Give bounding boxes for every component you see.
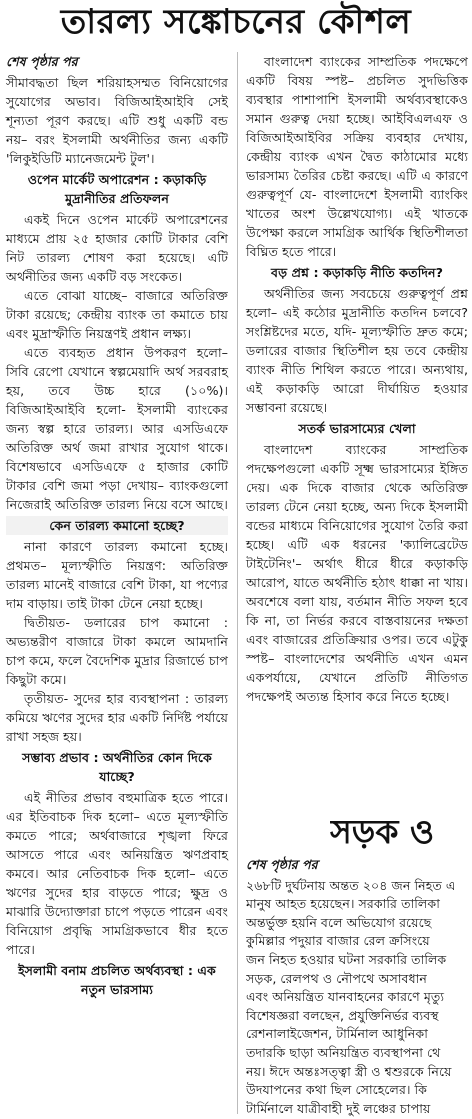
text-line: বিশেষজ্ঞরা বলছেন, প্রযুক্তিনির্ভর ব্যবস্থ: [246, 1007, 439, 1023]
text-line: উদযাপনের কথা ছিল সোহেলের। কি: [246, 1082, 428, 1098]
subheading: সম্ভাব্য প্রভাব : অর্থনীতির কোন দিকে যাচ্ছে?: [22, 750, 212, 784]
paragraph: এতে ব্যবহৃত প্রধান উপকরণ হলো– সিবি রেপো যেখানে স্বল্পমেয়াদি অর্থ সরবরাহ হয়, তবে উচ্চ হারে (১০%)। বিজিআইআইবি হলো- ইসলামী ব্যাংকের জন্য স্বল্প হারে তারল্য। আর এসডিএফে অতিরিক্ত অর্থ জমা রাখার সুযোগ থাকে। বিশেষভাবে এসডিএফে ৫ হাজার কোটি টাকার বেশি জমা পড়া দেখায়– ব্যাংকগুলো নিজেরাই অতিরিক্ত তারল্য নিয়ে বসে আছে।: [6, 345, 228, 512]
article-column-left: [6, 52, 228, 1001]
text-line: টার্মিনালে যাত্রীবাহী দুই লঞ্চের চাপায়: [246, 1100, 431, 1116]
text-line: সড়ক, রেলপথ ও নৌপথে অসাবধান: [246, 970, 427, 986]
subheading: ওপেন মার্কেট অপারেশন : কড়াকড়ি মুদ্রানীতির প্রতিফলন: [27, 172, 207, 206]
paragraph: বাংলাদেশ ব্যাংকের সাম্প্রতিক পদক্ষেপগুলো একটি সূক্ষ্ম ভারসাম্যের ইঙ্গিত দেয়। এক দিকে বাজার থেকে অতিরিক্ত তারল্য টেনে নেয়া হচ্ছে, অন্য দিকে ইসলামী বন্ডের মাধ্যমে বিনিয়োগের সুযোগ তৈরি করা হচ্ছে। এটি এক ধরনের 'ক্যালিব্রেটেড টাইটেনিং'– অর্থাৎ ধীরে ধীরে কড়াকড়ি আরোপ, যাতে অর্থনীতি হঠাৎ ধাক্কা না খায়। অবশেষে বলা যায়, বর্তমান নীতি সফল হবে কি না, তা নির্ভর করবে বাস্তবায়নের দক্ষতা এবং বাজারের প্রতিক্রিয়ার ওপর। তবে এটুকু স্পষ্ট– বাংলাদেশের অর্থনীতি এখন এমন একপর্যায়ে, যেখানে প্রতিটি নীতিগত পদক্ষেপই অত্যন্ত হিসাব করে নিতে হচ্ছে।: [246, 442, 468, 704]
paragraph: সীমাবদ্ধতা ছিল শরিয়াহসম্মত বিনিয়োগের সুযোগের অভাব। বিজিআইআইবি সেই শূন্যতা পূরণ করছে। এটি শুধু একটি বন্ড নয়– বরং ইসলামী অর্থনীতির জন্য একটি 'লিকুইডিটি ম্যানেজমেন্ট টুল'।: [6, 75, 228, 166]
text-line: অন্তর্ভুক্ত হয়নি বলে অভিযোগ রয়েছে: [246, 914, 432, 930]
article-column-right: [246, 52, 468, 706]
text-line: রেশনালাইজেশন, টার্মিনাল আধুনিকা: [246, 1026, 428, 1042]
text-line: তদারকি ছাড়া অনিয়ন্ত্রিত ব্যবস্থাপনা থে: [246, 1044, 441, 1060]
paragraph: একই দিনে ওপেন মার্কেট অপারেশনের মাধ্যমে প্রায় ২৫ হাজার কোটি টাকার বেশি নিট তারল্য শোষণ করা হয়েছে। এটি অর্থনীতির জন্য একটি বড় সংকেত।: [6, 212, 228, 284]
continued-label: শেষ পৃষ্ঠার পর: [246, 857, 318, 872]
subheading: কেন তারল্য কমানো হচ্ছে?: [6, 516, 228, 535]
text-line: নয়। ঈদে অন্তঃসত্ত্বা স্ত্রী ও শ্বশুরকে নিয়ে: [246, 1063, 452, 1079]
column-divider: [237, 52, 238, 1114]
paragraph: বাংলাদেশ ব্যাংকের সাম্প্রতিক পদক্ষেপে একটি বিষয় স্পষ্ট– প্রচলিত সুদভিত্তিক ব্যবস্থার পাশাপাশি ইসলামী অর্থব্যবস্থাকেও সমান গুরুত্ব দেয়া হচ্ছে। আইবিএলএফ ও বিজিআইআইবির সক্রিয় ব্যবহার দেখায়, কেন্দ্রীয় ব্যাংক এখন দ্বৈত কাঠামোর মধ্যে ভারসাম্য তৈরির চেষ্টা করছে। এটি এ কারণে গুরুত্বপূর্ণ যে- বাংলাদেশে ইসলামী ব্যাংকিং খাতের অংশ উল্লেখযোগ্য। এই খাতকে উপেক্ষা করলে সামগ্রিক আর্থিক স্থিতিশীলতা বিঘ্নিত হতে পারে।: [246, 54, 468, 259]
text-line: কুমিল্লার পদুয়ার বাজার রেল ক্রসিংয়ে: [246, 933, 430, 949]
paragraph: অর্থনীতির জন্য সবচেয়ে গুরুত্বপূর্ণ প্রশ্ন হলো– এই কঠোর মুদ্রানীতি কতদিন চলবে? সংশ্লিষ্টদের মতে, যদি- মূল্যস্ফীতি দ্রুত কমে; ডলারের বাজার স্থিতিশীল হয় তবে কেন্দ্রীয় ব্যাংক নীতি শিথিল করতে পারে। অন্যথায়, এই কড়াকড়ি আরো দীর্ঘায়িত হওয়ার সম্ভাবনা রয়েছে।: [246, 286, 468, 415]
second-article-headline: সড়ক ও: [330, 812, 435, 850]
paragraph: এই নীতির প্রভাব বহুমাত্রিক হতে পারে। এর ইতিবাচক দিক হলো– এতে মূল্যস্ফীতি কমতে পারে; অর্থবাজারে শৃঙ্খলা ফিরে আসতে পারে এবং অনিয়ন্ত্রিত ঋণপ্রবাহ কমবে। আর নেতিবাচক দিক হলো– এতে ঋণের সুদের হার বাড়তে পারে; ক্ষুদ্র ও মাঝারি উদ্যোক্তারা চাপে পড়তে পারেন এবং বিনিয়োগ প্রবৃদ্ধি সামগ্রিকভাবে ধীর হতে পারে।: [6, 790, 228, 957]
subheading: ইসলামী বনাম প্রচলিত অর্থব্যবস্থা : এক নতুন ভারসাম্য: [18, 963, 216, 997]
article-headline: তারল্য সঙ্কোচনের কৌশল: [60, 1, 412, 42]
subheading: বড় প্রশ্ন : কড়াকড়ি নীতি কতদিন?: [271, 265, 443, 280]
paragraph: নানা কারণে তারল্য কমানো হচ্ছে। প্রথমত– মূল্যস্ফীতি নিয়ন্ত্রণ: অতিরিক্ত তারল্য মানেই বাজারে বেশি টাকা, যা পণ্যের দাম বাড়ায়। তাই টাকা টেনে নেয়া হচ্ছে।: [6, 539, 228, 611]
paragraph: এতে বোঝা যাচ্ছে– বাজারে অতিরিক্ত টাকা রয়েছে; কেন্দ্রীয় ব্যাংক তা কমাতে চায় এবং মুদ্রাস্ফীতি নিয়ন্ত্রণই প্রধান লক্ষ্য।: [6, 288, 228, 341]
subheading: সতর্ক ভারসাম্যের খেলা: [298, 421, 416, 436]
text-line: মানুষ আহত হয়েছেন। সরকারি তালিকা: [246, 896, 440, 912]
paragraph: দ্বিতীয়ত- ডলারের চাপ কমানো : অভ্যন্তরীণ বাজারে টাকা কমলে আমদানি চাপ কমে, ফলে বৈদেশিক মুদ্রার রিজার্ভে চাপ কিছুটা কমে।: [6, 615, 228, 687]
continued-label: শেষ পৃষ্ঠার পর: [6, 54, 78, 69]
text-line: জন নিহত হওয়ার ঘটনা সরকারি তালিক: [246, 951, 447, 967]
text-line: এবং অনিয়ন্ত্রিত যানবাহনের কারণে মৃত্যু: [246, 989, 445, 1005]
second-article-body: [246, 856, 472, 1118]
paragraph: তৃতীয়ত- সুদের হার ব্যবস্থাপনা : তারল্য কমিয়ে ঋণের সুদের হার একটি নির্দিষ্ট পর্যায়ে রাখা সহজ হয়।: [6, 691, 228, 744]
text-line: ২৬৮টি দুর্ঘটনায় অন্তত ২০৪ জন নিহত এ: [246, 877, 456, 893]
